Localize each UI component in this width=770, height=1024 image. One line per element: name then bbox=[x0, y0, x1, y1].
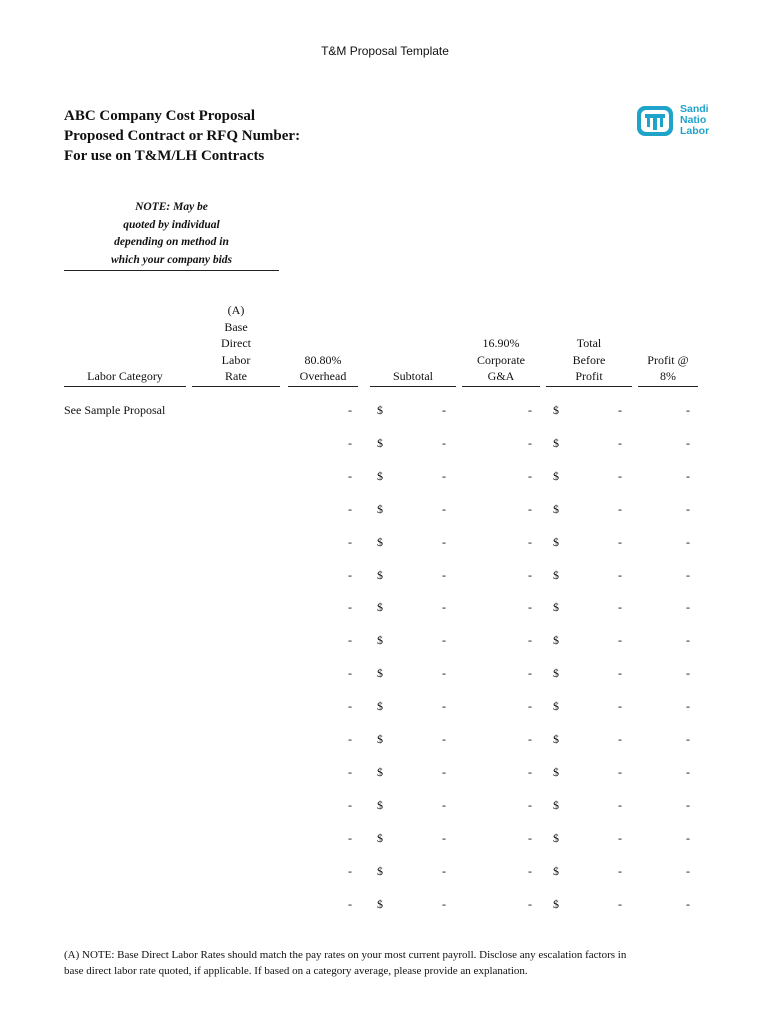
total-currency-cell: $ bbox=[553, 732, 559, 746]
total-currency-cell: $ bbox=[553, 797, 559, 812]
subtotal-cell: - bbox=[442, 600, 446, 615]
ga-cell: - bbox=[528, 797, 532, 812]
profit-cell: - bbox=[686, 830, 690, 845]
total-before-profit-cell: - bbox=[618, 732, 622, 746]
subtotal-currency-cell: $ bbox=[377, 468, 383, 483]
subtotal-currency-cell: $ bbox=[377, 600, 383, 615]
subtotal-cell: - bbox=[442, 534, 446, 549]
subtotal-currency-cell: $ bbox=[377, 764, 383, 779]
overhead-cell: - bbox=[348, 534, 352, 549]
ga-cell: - bbox=[528, 501, 532, 516]
subtotal-cell: - bbox=[442, 435, 446, 450]
subtotal-currency-cell: $ bbox=[377, 403, 383, 417]
ga-cell: - bbox=[528, 633, 532, 648]
subtotal-cell: - bbox=[442, 501, 446, 516]
column-header-subtotal: Subtotal bbox=[370, 368, 456, 387]
total-currency-cell: $ bbox=[553, 699, 559, 714]
total-currency-cell: $ bbox=[553, 830, 559, 845]
total-currency-cell: $ bbox=[553, 534, 559, 549]
logo-wordmark: Sandi Natio Labor bbox=[680, 104, 710, 137]
subtotal-currency-cell: $ bbox=[377, 699, 383, 714]
subtotal-cell: - bbox=[442, 403, 446, 417]
ga-cell: - bbox=[528, 764, 532, 779]
company-cost-proposal-title: ABC Company Cost Proposal bbox=[64, 108, 255, 124]
overhead-cell: - bbox=[348, 435, 352, 450]
subtotal-cell: - bbox=[442, 468, 446, 483]
subtotal-currency-cell: $ bbox=[377, 633, 383, 648]
subtotal-cell: - bbox=[442, 567, 446, 582]
profit-cell: - bbox=[686, 764, 690, 779]
column-header-overhead: 80.80% Overhead bbox=[288, 352, 358, 387]
total-currency-cell: $ bbox=[553, 403, 559, 417]
subtotal-cell: - bbox=[442, 797, 446, 812]
profit-cell: - bbox=[686, 501, 690, 516]
subtotal-currency-cell: $ bbox=[377, 534, 383, 549]
profit-cell: - bbox=[686, 534, 690, 549]
column-header-corporate-ga: 16.90% Corporate G&A bbox=[462, 335, 540, 387]
overhead-cell: - bbox=[348, 764, 352, 779]
profit-cell: - bbox=[686, 666, 690, 681]
profit-cell: - bbox=[686, 567, 690, 582]
total-before-profit-cell: - bbox=[618, 633, 622, 648]
total-before-profit-cell: - bbox=[618, 666, 622, 681]
footnote: (A) NOTE: Base Direct Labor Rates should match the pay rates on your most current payroll. Disclose any escalation factors in base direct labor rate quoted, if applicable. If based on a category average, please provide an explanation. bbox=[64, 949, 627, 977]
overhead-cell: - bbox=[348, 896, 352, 911]
ga-cell: - bbox=[528, 567, 532, 582]
ga-cell: - bbox=[528, 468, 532, 483]
total-before-profit-cell: - bbox=[618, 863, 622, 878]
overhead-cell: - bbox=[348, 699, 352, 714]
total-before-profit-cell: - bbox=[618, 896, 622, 911]
profit-cell: - bbox=[686, 435, 690, 450]
total-before-profit-cell: - bbox=[618, 468, 622, 483]
subtotal-currency-cell: $ bbox=[377, 732, 383, 746]
subtotal-currency-cell: $ bbox=[377, 863, 383, 878]
profit-cell: - bbox=[686, 403, 690, 417]
overhead-cell: - bbox=[348, 666, 352, 681]
subtotal-cell: - bbox=[442, 764, 446, 779]
total-currency-cell: $ bbox=[553, 633, 559, 648]
subtotal-currency-cell: $ bbox=[377, 896, 383, 911]
profit-cell: - bbox=[686, 797, 690, 812]
total-before-profit-cell: - bbox=[618, 797, 622, 812]
proposal-title-block bbox=[64, 106, 300, 166]
column-header-total-before-profit: Total Before Profit bbox=[546, 335, 632, 387]
pricing-note: NOTE: May be quoted by individual depending on method in which your company bids bbox=[64, 199, 279, 271]
profit-cell: - bbox=[686, 633, 690, 648]
profit-cell: - bbox=[686, 863, 690, 878]
subtotal-cell: - bbox=[442, 666, 446, 681]
contract-type-title: For use on T&M/LH Contracts bbox=[64, 148, 265, 164]
subtotal-currency-cell: $ bbox=[377, 501, 383, 516]
overhead-cell: - bbox=[348, 468, 352, 483]
total-before-profit-cell: - bbox=[618, 567, 622, 582]
total-before-profit-cell: - bbox=[618, 534, 622, 549]
labor-category-cell: See Sample Proposal bbox=[64, 403, 166, 417]
overhead-cell: - bbox=[348, 830, 352, 845]
subtotal-currency-cell: $ bbox=[377, 567, 383, 582]
overhead-cell: - bbox=[348, 633, 352, 648]
subtotal-cell: - bbox=[442, 863, 446, 878]
overhead-cell: - bbox=[348, 600, 352, 615]
ga-cell: - bbox=[528, 732, 532, 746]
total-currency-cell: $ bbox=[553, 567, 559, 582]
overhead-cell: - bbox=[348, 732, 352, 746]
total-currency-cell: $ bbox=[553, 863, 559, 878]
profit-cell: - bbox=[686, 600, 690, 615]
total-before-profit-cell: - bbox=[618, 699, 622, 714]
subtotal-currency-cell: $ bbox=[377, 666, 383, 681]
profit-cell: - bbox=[686, 699, 690, 714]
total-before-profit-cell: - bbox=[618, 403, 622, 417]
total-currency-cell: $ bbox=[553, 666, 559, 681]
column-header-base-direct-labor-rate: (A) Base Direct Labor Rate bbox=[192, 302, 280, 387]
overhead-cell: - bbox=[348, 501, 352, 516]
subtotal-cell: - bbox=[442, 699, 446, 714]
ga-cell: - bbox=[528, 699, 532, 714]
profit-cell: - bbox=[686, 896, 690, 911]
total-currency-cell: $ bbox=[553, 501, 559, 516]
column-header-labor-category: Labor Category bbox=[64, 368, 186, 387]
total-currency-cell: $ bbox=[553, 468, 559, 483]
subtotal-currency-cell: $ bbox=[377, 830, 383, 845]
ga-cell: - bbox=[528, 435, 532, 450]
ga-cell: - bbox=[528, 534, 532, 549]
total-currency-cell: $ bbox=[553, 896, 559, 911]
total-before-profit-cell: - bbox=[618, 435, 622, 450]
total-before-profit-cell: - bbox=[618, 600, 622, 615]
column-header-profit: Profit @ 8% bbox=[638, 352, 698, 387]
total-currency-cell: $ bbox=[553, 764, 559, 779]
ga-cell: - bbox=[528, 403, 532, 417]
subtotal-cell: - bbox=[442, 633, 446, 648]
total-before-profit-cell: - bbox=[618, 501, 622, 516]
profit-cell: - bbox=[686, 732, 690, 746]
contract-number-title: Proposed Contract or RFQ Number: bbox=[64, 128, 301, 144]
total-currency-cell: $ bbox=[553, 600, 559, 615]
ga-cell: - bbox=[528, 863, 532, 878]
page-header: T&M Proposal Template bbox=[321, 44, 449, 58]
subtotal-cell: - bbox=[442, 732, 446, 746]
ga-cell: - bbox=[528, 896, 532, 911]
overhead-cell: - bbox=[348, 863, 352, 878]
profit-cell: - bbox=[686, 468, 690, 483]
overhead-cell: - bbox=[348, 797, 352, 812]
total-before-profit-cell: - bbox=[618, 830, 622, 845]
overhead-cell: - bbox=[348, 403, 352, 417]
subtotal-currency-cell: $ bbox=[377, 435, 383, 450]
ga-cell: - bbox=[528, 830, 532, 845]
overhead-cell: - bbox=[348, 567, 352, 582]
subtotal-cell: - bbox=[442, 830, 446, 845]
total-before-profit-cell: - bbox=[618, 764, 622, 779]
sandia-logo bbox=[636, 104, 710, 138]
subtotal-cell: - bbox=[442, 896, 446, 911]
subtotal-currency-cell: $ bbox=[377, 797, 383, 812]
total-currency-cell: $ bbox=[553, 435, 559, 450]
thunderbird-logo-icon bbox=[636, 105, 674, 137]
ga-cell: - bbox=[528, 600, 532, 615]
ga-cell: - bbox=[528, 666, 532, 681]
